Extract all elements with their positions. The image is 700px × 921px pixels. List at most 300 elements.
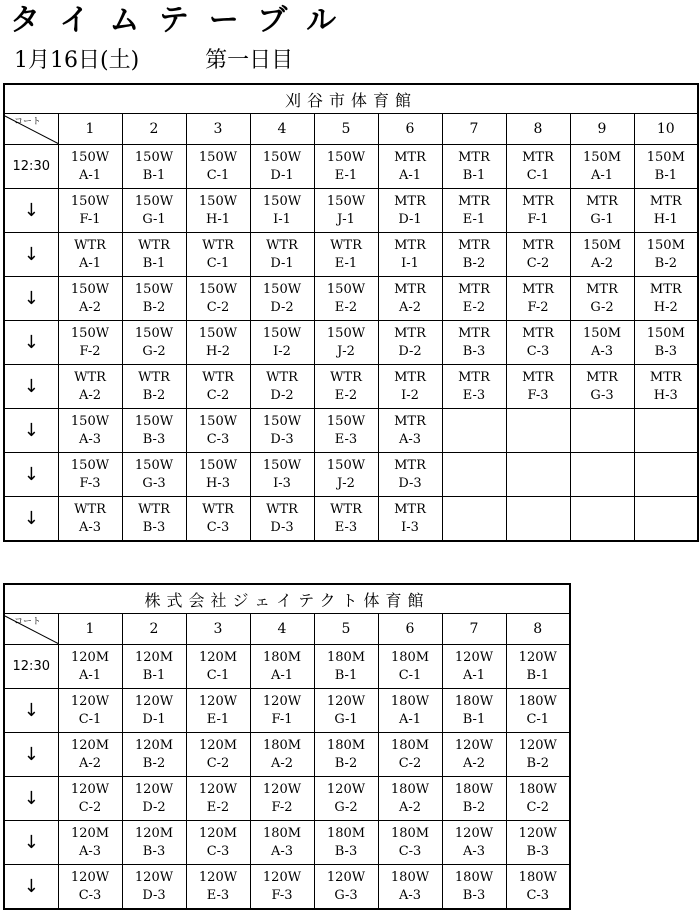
race-slot bbox=[122, 453, 186, 497]
race-slot bbox=[250, 689, 314, 733]
event-code: 150W bbox=[134, 193, 174, 209]
event-code: 120W bbox=[198, 693, 238, 709]
heat-code: F-3 bbox=[527, 387, 549, 403]
event-code: 120M bbox=[70, 737, 110, 753]
event-code: WTR bbox=[266, 237, 298, 253]
heat-code: A-2 bbox=[590, 255, 614, 271]
heat-code: G-1 bbox=[590, 211, 614, 227]
heat-code: C-1 bbox=[206, 667, 230, 683]
event-code: 120W bbox=[518, 649, 557, 665]
event-code: 180W bbox=[390, 781, 430, 797]
heat-code: G-1 bbox=[334, 711, 358, 727]
race-slot bbox=[314, 409, 378, 453]
race-slot bbox=[122, 409, 186, 453]
court-number: 3 bbox=[186, 614, 250, 645]
race-slot bbox=[442, 277, 506, 321]
event-code: MTR bbox=[458, 369, 490, 385]
race-slot bbox=[58, 233, 122, 277]
court-label: コート bbox=[14, 617, 42, 627]
race-slot bbox=[58, 277, 122, 321]
race-slot bbox=[442, 497, 506, 542]
race-slot bbox=[378, 821, 442, 865]
next-slot-arrow: ↓ bbox=[4, 733, 58, 777]
heat-code: D-1 bbox=[398, 211, 422, 227]
race-slot bbox=[314, 365, 378, 409]
heat-code: B-1 bbox=[654, 167, 678, 183]
event-code: 150W bbox=[326, 149, 366, 165]
race-slot bbox=[506, 365, 570, 409]
event-code: MTR bbox=[458, 149, 490, 165]
court-number: 6 bbox=[378, 114, 442, 145]
race-slot bbox=[186, 321, 250, 365]
race-slot bbox=[186, 689, 250, 733]
event-code: 180M bbox=[326, 825, 366, 841]
page-title: タイムテーブル bbox=[10, 3, 357, 38]
race-slot bbox=[122, 821, 186, 865]
heat-code: B-3 bbox=[142, 519, 166, 535]
court-number: 2 bbox=[122, 614, 186, 645]
heat-code: F-2 bbox=[271, 799, 293, 815]
event-code: 150M bbox=[646, 237, 685, 253]
event-code: 180W bbox=[518, 781, 557, 797]
venue-timetable-kariya bbox=[3, 83, 699, 542]
event-code: MTR bbox=[649, 369, 682, 385]
heat-code: I-2 bbox=[401, 387, 419, 403]
schedule-row bbox=[4, 497, 698, 542]
event-code: 120W bbox=[326, 693, 366, 709]
venue-name-text: 株式会社ジェイテクト体育館 bbox=[144, 590, 430, 610]
heat-code: B-1 bbox=[334, 667, 358, 683]
event-code: 120M bbox=[134, 737, 174, 753]
event-code: WTR bbox=[202, 501, 234, 517]
race-slot bbox=[378, 189, 442, 233]
schedule-row bbox=[4, 777, 570, 821]
heat-code: C-3 bbox=[206, 431, 230, 447]
schedule-row bbox=[4, 645, 570, 689]
event-code: WTR bbox=[202, 237, 234, 253]
event-code: 180W bbox=[454, 869, 494, 885]
court-corner-header bbox=[4, 614, 58, 645]
race-slot bbox=[250, 277, 314, 321]
race-slot bbox=[442, 321, 506, 365]
event-code: 150W bbox=[134, 413, 174, 429]
next-slot-arrow: ↓ bbox=[4, 497, 58, 542]
race-slot bbox=[634, 409, 698, 453]
race-slot bbox=[314, 453, 378, 497]
race-slot bbox=[634, 497, 698, 542]
event-code: MTR bbox=[522, 325, 554, 341]
heat-code: B-2 bbox=[526, 755, 549, 771]
event-code: 120W bbox=[518, 825, 557, 841]
race-slot bbox=[506, 453, 570, 497]
race-slot bbox=[186, 145, 250, 189]
race-slot bbox=[186, 365, 250, 409]
heat-code: E-1 bbox=[462, 211, 486, 227]
race-slot bbox=[314, 277, 378, 321]
event-code: MTR bbox=[522, 281, 554, 297]
heat-code: C-3 bbox=[398, 843, 422, 859]
event-code: 150W bbox=[326, 325, 366, 341]
venue-name bbox=[4, 84, 698, 114]
heat-code: A-3 bbox=[78, 519, 102, 535]
event-code: 150W bbox=[134, 325, 174, 341]
race-slot bbox=[122, 321, 186, 365]
schedule-row bbox=[4, 821, 570, 865]
race-slot bbox=[58, 821, 122, 865]
race-slot bbox=[250, 821, 314, 865]
race-slot bbox=[186, 277, 250, 321]
race-slot bbox=[58, 865, 122, 910]
heat-code: C-1 bbox=[206, 255, 230, 271]
race-slot bbox=[314, 189, 378, 233]
event-code: 150W bbox=[70, 281, 110, 297]
heat-code: D-1 bbox=[270, 167, 294, 183]
schedule-row bbox=[4, 189, 698, 233]
event-code: MTR bbox=[522, 193, 554, 209]
event-code: 150W bbox=[70, 325, 110, 341]
heat-code: C-3 bbox=[78, 887, 102, 903]
event-code: 150W bbox=[262, 413, 302, 429]
race-slot bbox=[378, 645, 442, 689]
race-slot bbox=[186, 733, 250, 777]
heat-code: B-1 bbox=[142, 167, 166, 183]
race-slot bbox=[58, 453, 122, 497]
heat-code: B-2 bbox=[462, 255, 486, 271]
race-slot bbox=[314, 233, 378, 277]
race-slot bbox=[378, 777, 442, 821]
event-code: WTR bbox=[74, 237, 106, 253]
next-slot-arrow: ↓ bbox=[4, 821, 58, 865]
event-code: 120W bbox=[454, 649, 494, 665]
court-number: 1 bbox=[58, 614, 122, 645]
event-code: 120W bbox=[518, 737, 557, 753]
next-slot-arrow: ↓ bbox=[4, 277, 58, 321]
race-slot bbox=[58, 497, 122, 542]
event-code: MTR bbox=[522, 369, 554, 385]
race-slot bbox=[442, 409, 506, 453]
heat-code: D-3 bbox=[270, 519, 294, 535]
heat-code: A-1 bbox=[270, 667, 294, 683]
heat-code: E-2 bbox=[334, 387, 358, 403]
heat-code: A-2 bbox=[78, 299, 102, 315]
race-slot bbox=[506, 409, 570, 453]
heat-code: D-1 bbox=[142, 711, 166, 727]
race-slot bbox=[314, 497, 378, 542]
race-slot bbox=[634, 277, 698, 321]
race-slot bbox=[442, 233, 506, 277]
event-code: 180M bbox=[390, 737, 430, 753]
race-slot bbox=[378, 733, 442, 777]
race-slot bbox=[250, 865, 314, 910]
heat-code: A-1 bbox=[462, 667, 486, 683]
race-slot bbox=[442, 365, 506, 409]
schedule-row bbox=[4, 409, 698, 453]
event-code: WTR bbox=[138, 369, 170, 385]
heat-code: G-3 bbox=[334, 887, 358, 903]
race-slot bbox=[250, 189, 314, 233]
event-code: 120M bbox=[70, 825, 110, 841]
heat-code: F-3 bbox=[79, 475, 101, 491]
event-code: 150W bbox=[70, 149, 110, 165]
event-code: 180M bbox=[326, 737, 366, 753]
race-slot bbox=[442, 865, 506, 910]
heat-code: D-2 bbox=[270, 299, 294, 315]
heat-code: F-2 bbox=[527, 299, 549, 315]
event-code: MTR bbox=[458, 237, 490, 253]
event-code: 150W bbox=[262, 281, 302, 297]
race-slot bbox=[442, 689, 506, 733]
race-slot bbox=[634, 365, 698, 409]
race-slot bbox=[186, 777, 250, 821]
event-code: 150W bbox=[198, 193, 238, 209]
heat-code: E-2 bbox=[462, 299, 486, 315]
event-code: 120W bbox=[70, 869, 110, 885]
heat-code: G-2 bbox=[142, 343, 166, 359]
heat-code: A-2 bbox=[78, 755, 102, 771]
heat-code: E-3 bbox=[334, 519, 358, 535]
heat-code: B-1 bbox=[526, 667, 549, 683]
event-code: 180W bbox=[518, 869, 557, 885]
race-slot bbox=[506, 821, 570, 865]
heat-code: J-1 bbox=[337, 211, 355, 227]
heat-code: A-1 bbox=[398, 711, 422, 727]
race-slot bbox=[506, 233, 570, 277]
event-code: 120W bbox=[134, 781, 174, 797]
race-slot bbox=[442, 453, 506, 497]
event-code: 180M bbox=[390, 825, 430, 841]
next-slot-arrow: ↓ bbox=[4, 689, 58, 733]
heat-code: A-2 bbox=[462, 755, 486, 771]
race-slot bbox=[250, 233, 314, 277]
heat-code: B-3 bbox=[142, 431, 166, 447]
court-number: 7 bbox=[442, 114, 506, 145]
race-slot bbox=[506, 733, 570, 777]
race-slot bbox=[122, 233, 186, 277]
heat-code: C-1 bbox=[398, 667, 422, 683]
event-code: MTR bbox=[458, 193, 490, 209]
heat-code: B-2 bbox=[654, 255, 678, 271]
heat-code: H-1 bbox=[653, 211, 678, 227]
event-code: 150W bbox=[262, 149, 302, 165]
heat-code: E-3 bbox=[462, 387, 486, 403]
court-label: コート bbox=[14, 117, 42, 127]
race-slot bbox=[250, 645, 314, 689]
race-slot bbox=[570, 365, 634, 409]
heat-code: G-1 bbox=[142, 211, 166, 227]
heat-code: A-3 bbox=[398, 887, 422, 903]
event-code: 120W bbox=[326, 781, 366, 797]
event-code: 150W bbox=[198, 281, 238, 297]
event-code: 120W bbox=[198, 869, 238, 885]
event-code: WTR bbox=[266, 369, 298, 385]
race-slot bbox=[58, 689, 122, 733]
race-slot bbox=[634, 453, 698, 497]
court-number: 10 bbox=[634, 114, 698, 145]
schedule-row bbox=[4, 277, 698, 321]
heat-code: A-2 bbox=[398, 299, 422, 315]
heat-code: F-3 bbox=[271, 887, 293, 903]
heat-code: J-2 bbox=[337, 475, 355, 491]
event-code: MTR bbox=[649, 193, 682, 209]
heat-code: E-3 bbox=[334, 431, 358, 447]
heat-code: G-3 bbox=[142, 475, 166, 491]
event-code: 120M bbox=[198, 649, 238, 665]
venue-name-text: 刈谷市体育館 bbox=[285, 90, 418, 110]
event-code: 120W bbox=[454, 737, 494, 753]
heat-code: F-1 bbox=[527, 211, 549, 227]
heat-code: A-1 bbox=[78, 667, 102, 683]
race-slot bbox=[314, 821, 378, 865]
race-slot bbox=[570, 189, 634, 233]
heat-code: I-2 bbox=[273, 343, 291, 359]
race-slot bbox=[378, 145, 442, 189]
event-code: 150M bbox=[646, 325, 685, 341]
next-slot-arrow: ↓ bbox=[4, 233, 58, 277]
race-slot bbox=[442, 821, 506, 865]
event-code: WTR bbox=[74, 501, 106, 517]
race-slot bbox=[634, 189, 698, 233]
race-slot bbox=[314, 777, 378, 821]
race-slot bbox=[378, 277, 442, 321]
event-code: MTR bbox=[394, 281, 426, 297]
heat-code: F-1 bbox=[79, 211, 101, 227]
race-slot bbox=[314, 733, 378, 777]
court-number: 5 bbox=[314, 614, 378, 645]
court-number: 7 bbox=[442, 614, 506, 645]
race-slot bbox=[250, 733, 314, 777]
heat-code: C-2 bbox=[206, 387, 230, 403]
race-slot bbox=[122, 865, 186, 910]
event-code: 180W bbox=[454, 693, 494, 709]
event-code: 150W bbox=[70, 457, 110, 473]
event-code: 150M bbox=[646, 149, 685, 165]
race-slot bbox=[442, 189, 506, 233]
event-code: 150W bbox=[198, 457, 238, 473]
race-slot bbox=[378, 409, 442, 453]
event-code: 120M bbox=[70, 649, 110, 665]
heat-code: B-1 bbox=[462, 167, 486, 183]
race-slot bbox=[570, 277, 634, 321]
heat-code: C-3 bbox=[526, 343, 550, 359]
race-slot bbox=[314, 689, 378, 733]
race-slot bbox=[506, 645, 570, 689]
event-code: MTR bbox=[394, 237, 426, 253]
race-slot bbox=[378, 321, 442, 365]
heat-code: B-2 bbox=[142, 387, 166, 403]
heat-code: E-1 bbox=[334, 255, 358, 271]
race-slot bbox=[122, 277, 186, 321]
race-slot bbox=[634, 321, 698, 365]
race-slot bbox=[570, 453, 634, 497]
heat-code: D-3 bbox=[270, 431, 294, 447]
event-code: 150W bbox=[70, 413, 110, 429]
court-number: 3 bbox=[186, 114, 250, 145]
venue-name bbox=[4, 584, 570, 614]
race-slot bbox=[58, 321, 122, 365]
event-code: MTR bbox=[458, 281, 490, 297]
race-slot bbox=[506, 321, 570, 365]
heat-code: B-2 bbox=[142, 299, 166, 315]
race-slot bbox=[570, 321, 634, 365]
event-code: 150W bbox=[262, 193, 302, 209]
race-slot bbox=[58, 733, 122, 777]
race-slot bbox=[442, 733, 506, 777]
race-slot bbox=[58, 365, 122, 409]
event-code: 180M bbox=[262, 825, 302, 841]
event-code: 150W bbox=[326, 193, 366, 209]
race-slot bbox=[122, 689, 186, 733]
race-slot bbox=[58, 189, 122, 233]
court-number: 9 bbox=[570, 114, 634, 145]
heat-code: A-1 bbox=[590, 167, 614, 183]
event-code: WTR bbox=[330, 369, 362, 385]
heat-code: A-1 bbox=[78, 167, 102, 183]
heat-code: B-3 bbox=[462, 343, 486, 359]
heat-code: I-1 bbox=[401, 255, 419, 271]
heat-code: B-3 bbox=[462, 887, 486, 903]
heat-code: I-3 bbox=[401, 519, 419, 535]
next-slot-arrow: ↓ bbox=[4, 777, 58, 821]
court-number: 4 bbox=[250, 114, 314, 145]
event-code: WTR bbox=[138, 237, 170, 253]
heat-code: C-2 bbox=[206, 755, 230, 771]
race-slot bbox=[122, 145, 186, 189]
next-slot-arrow: ↓ bbox=[4, 865, 58, 910]
heat-code: H-1 bbox=[205, 211, 230, 227]
race-slot bbox=[314, 865, 378, 910]
event-code: 120W bbox=[70, 693, 110, 709]
event-code: 120W bbox=[134, 693, 174, 709]
event-code: WTR bbox=[330, 237, 362, 253]
heat-code: A-3 bbox=[270, 843, 294, 859]
heat-code: B-1 bbox=[142, 255, 166, 271]
race-slot bbox=[186, 865, 250, 910]
event-code: 150W bbox=[134, 457, 174, 473]
heat-code: B-2 bbox=[334, 755, 358, 771]
heat-code: B-1 bbox=[142, 667, 166, 683]
heat-code: C-2 bbox=[78, 799, 102, 815]
event-code: 150W bbox=[326, 457, 366, 473]
start-time: 12:30 bbox=[4, 145, 58, 189]
heat-code: C-3 bbox=[206, 843, 230, 859]
heat-code: D-1 bbox=[270, 255, 294, 271]
next-slot-arrow: ↓ bbox=[4, 453, 58, 497]
next-slot-arrow: ↓ bbox=[4, 189, 58, 233]
race-slot bbox=[570, 497, 634, 542]
event-code: 120W bbox=[262, 869, 302, 885]
race-slot bbox=[570, 409, 634, 453]
schedule-row bbox=[4, 689, 570, 733]
event-code: 180M bbox=[262, 737, 302, 753]
race-slot bbox=[122, 645, 186, 689]
event-code: 150W bbox=[326, 413, 366, 429]
race-slot bbox=[186, 497, 250, 542]
heat-code: H-3 bbox=[653, 387, 678, 403]
start-time: 12:30 bbox=[4, 645, 58, 689]
event-code: 180W bbox=[454, 781, 494, 797]
race-slot bbox=[250, 497, 314, 542]
event-code: 150W bbox=[134, 149, 174, 165]
race-slot bbox=[634, 145, 698, 189]
court-number: 6 bbox=[378, 614, 442, 645]
race-slot bbox=[506, 497, 570, 542]
heat-code: F-2 bbox=[79, 343, 101, 359]
race-slot bbox=[250, 453, 314, 497]
race-slot bbox=[186, 453, 250, 497]
heat-code: A-1 bbox=[398, 167, 422, 183]
race-slot bbox=[506, 865, 570, 910]
event-code: 120M bbox=[198, 737, 238, 753]
